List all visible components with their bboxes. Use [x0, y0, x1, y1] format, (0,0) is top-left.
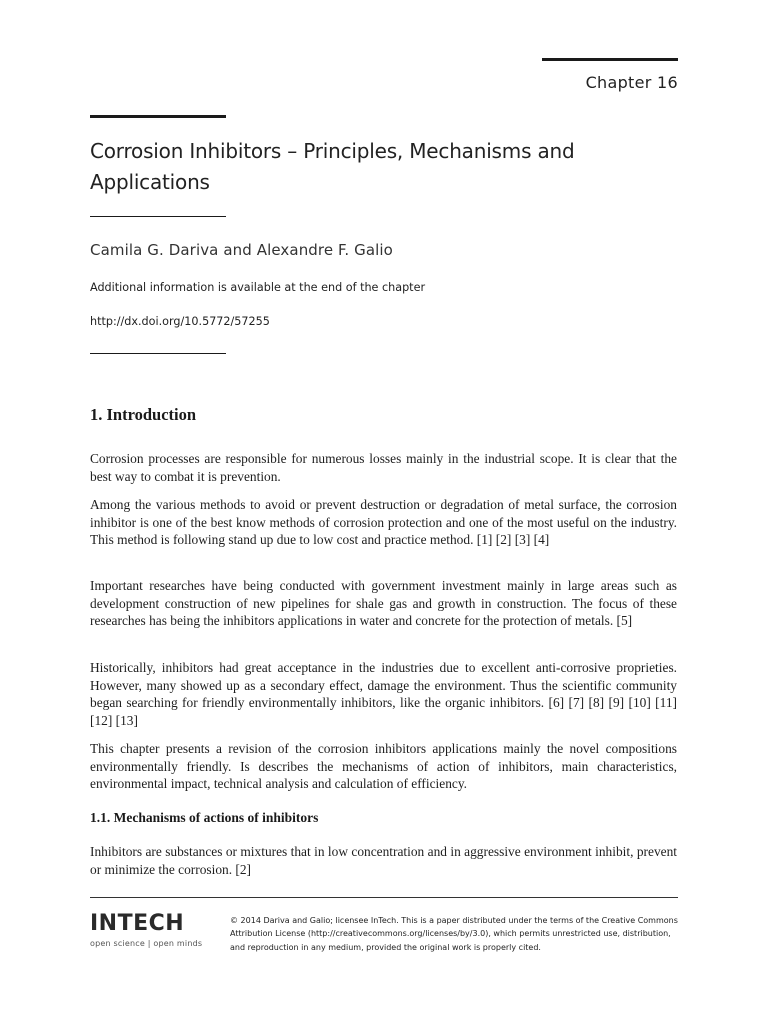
paragraph: Important researches have being conducted with government investment mainly in large areas such as development construction of new pipelines for shale gas and growth in construction. The focus of these researches has being the inhibitors applications in water and concrete for the protection of metals. [5]: [90, 578, 677, 628]
paragraph: Historically, inhibitors had great acceptance in the industries due to excellent anti-corrosive proprieties. However, many showed up as a secondary effect, damage the environment. Thus the scientific community began searching for friendly environmentally inhibitors, like the organic inhibitors. [6] [7] [8] [9] [10] [11] [12] [13]: [90, 660, 677, 728]
subsection-heading: 1.1. Mechanisms of actions of inhibitors: [90, 810, 319, 825]
chapter-label: Chapter 16: [585, 73, 678, 92]
additional-info: Additional information is available at the end of the chapter: [90, 281, 426, 294]
header-rule-left: [90, 115, 226, 118]
title-divider: [90, 216, 226, 217]
paragraph: Among the various methods to avoid or prevent destruction or degradation of metal surface, the corrosion inhibitor is one of the best know methods of corrosion protection and one of the most useful on the industry. This method is following stand up due to low cost and practice method. [1] [2] [3] [4]: [90, 497, 677, 547]
section-heading-introduction: 1. Introduction: [90, 405, 197, 424]
intech-tagline: open science | open minds: [90, 939, 203, 948]
paragraph: Inhibitors are substances or mixtures that in low concentration and in aggressive environment inhibit, prevent or minimize the corrosion. [2]: [90, 844, 677, 877]
intech-logo: INTECH: [90, 911, 185, 936]
authors: Camila G. Dariva and Alexandre F. Galio: [90, 241, 393, 259]
paragraph: This chapter presents a revision of the corrosion inhibitors applications mainly the novel compositions environmentally friendly. Is describes the mechanisms of action of inhibitors, main characteristics, environmental impact, technical analysis and calculation of efficiency.: [90, 741, 677, 791]
meta-divider: [90, 353, 226, 354]
license-notice: © 2014 Dariva and Galio; licensee InTech. This is a paper distributed under the terms of the Creative Commons Attribution License (http://creativecommons.org/licenses/by/3.0), which permits unrestricted use, distribution, and reproduction in any medium, provided the original work is properly cited.: [230, 916, 678, 952]
footer-rule: [90, 897, 678, 898]
paragraph: Corrosion processes are responsible for numerous losses mainly in the industrial scope. It is clear that the best way to combat it is prevention.: [90, 451, 677, 484]
chapter-title: Corrosion Inhibitors – Principles, Mechanisms and Applications: [90, 139, 575, 194]
doi-link[interactable]: http://dx.doi.org/10.5772/57255: [90, 315, 270, 328]
header-rule-right: [542, 58, 678, 61]
